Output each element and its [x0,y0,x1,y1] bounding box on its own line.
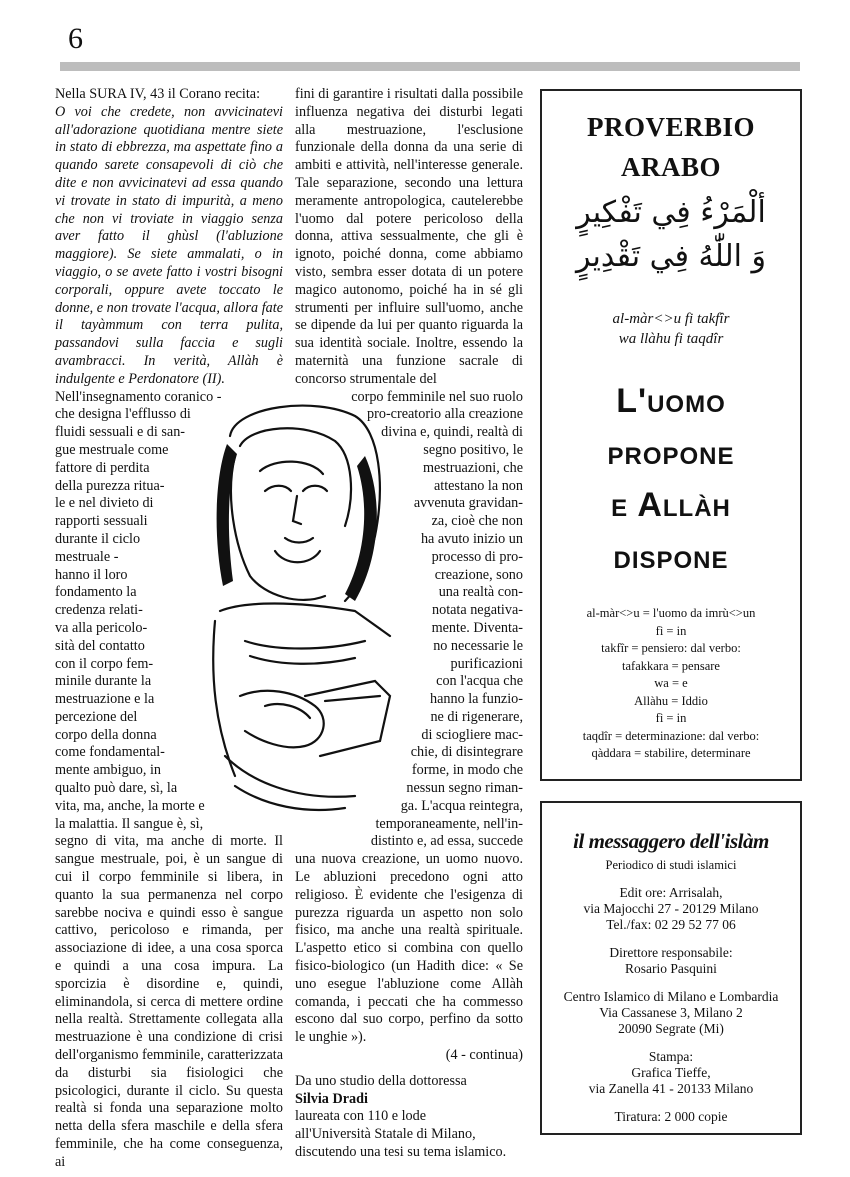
director-info [542,945,800,977]
middle-wrap-line-1: corpo femminile nel suo ruolo [351,388,523,405]
middle-wrap-line-6: attestano la non [433,477,523,494]
director-line-1: Direttore responsabile: [609,945,733,960]
middle-wrap-line-24: ga. L'acqua reintegra, [400,797,523,814]
left-wrap-line-22: mente ambiguo, in [55,762,161,779]
arabic-proverb [542,191,800,279]
translation-line-4: dispone [613,538,729,576]
left-wrap-line-25: la malattia. Il sangue è, sì, [55,815,204,832]
glossary [542,605,800,763]
credit-line-2: all'Università Statale di Milano, [295,1126,476,1143]
left-wrap-line-16: con il corpo fem- [55,655,154,672]
transliteration [542,309,800,349]
middle-wrap-line-21: chie, di disintegrare [410,744,523,761]
middle-wrap-line-15: no necessarie le [433,637,523,654]
director-line-2: Rosario Pasquini [625,961,717,976]
publisher-line-3: Tel./fax: 02 29 52 77 06 [606,917,736,932]
middle-wrap-line-20: di sciogliere mac- [421,726,523,743]
publisher-line-1: Edit ore: Arrisalah, [619,885,723,900]
left-wrap-line-3: fluidi sessuali e di san- [55,424,186,441]
printer-line-1: Stampa: [648,1049,694,1064]
print-run: Tiratura: 2 000 copie [614,1109,728,1124]
gloss-line-1: al-màr<>u = l'uomo da imrù<>un [586,606,756,620]
left-wrap-line-2: che designa l'efflusso di [55,406,191,423]
left-wrap-line-7: le e nel divieto di [55,495,154,512]
publisher-info [542,885,800,933]
author-name: Silvia Dradi [295,1090,368,1107]
middle-wrap-line-7: avvenuta gravidan- [413,495,523,512]
left-wrap-line-10: mestruale - [55,548,119,565]
middle-wrap-line-10: processo di pro- [431,548,523,565]
center-line-3: 20090 Segrate (Mi) [618,1021,724,1036]
translation-line-1: L'uomo [616,382,726,420]
proverb-box [540,89,802,781]
left-wrap-line-9: durante il ciclo [55,530,141,547]
masthead-box [540,801,802,1135]
arabic-line-2: وَ اللّٰهُ فِي تَقْدِيرٍ [575,239,767,274]
masthead-subtitle: Periodico di studi islamici [605,858,737,872]
left-wrap-line-18: mestruazione e la [55,691,155,708]
credit-line-1: laureata con 110 e lode [295,1108,427,1125]
gloss-line-4: tafakkara = pensare [622,658,720,673]
left-wrap-line-23: qualto può dare, sì, la [55,780,178,797]
printer-line-2: Grafica Tieffe, [631,1065,711,1080]
middle-wrap-line-19: ne di rigenerare, [430,708,523,725]
middle-wrap-line-8: za, cioè che non [431,513,523,530]
left-wrap-line-8: rapporti sessuali [55,513,148,530]
middle-wrap-line-11: creazione, sono [434,566,523,583]
credit-intro: Da uno studio della dottoressa [295,1072,467,1089]
middle-wrap-line-16: purificazioni [450,655,523,672]
publisher-line-2: via Majocchi 27 - 20129 Milano [583,901,759,916]
left-wrap-line-5: fattore di perdita [55,459,150,476]
proverb-title-line-2: ARABO [620,152,721,182]
middle-wrap-line-23: nessun segno riman- [406,780,523,797]
author-credit [295,1073,523,1162]
middle-wrap-line-14: mente. Diventa- [431,619,523,636]
middle-body-top: fini di garantire i risultati dalla possibile influenza negativa dei disturbi legati alla mestruazione, l'esclusione funzionale della donna da una serie di ambiti e attività, nell'interesse generale. Tale separazione, secondo una lettura meramente antropologica, cautelerebbe l'uomo dal potere pericoloso della donna, attiva sessualmente, che gli è ignoto, poiché donna, come abbiamo visto, sembra esser dotata di un potere magico autonomo, poiché ha in sé gli strumenti per influire sull'uomo, anche se dipende da lui per quanto riguarda la sua identità sociale. Inoltre, essendo la maternità una funzione sacrale di concorso strumentale del [295,86,523,387]
arabic-line-1: ألْمَرْءُ فِي تَفْكِيرٍ [576,195,766,230]
left-intro: Nella SURA IV, 43 il Corano recita: [55,86,261,102]
left-wrap-line-11: hanno il loro [55,566,128,583]
printer-info [542,1049,800,1097]
page-number: 6 [68,22,83,55]
center-info [542,989,800,1037]
left-wrap-line-19: percezione del [55,708,138,725]
middle-wrap-line-25: temporaneamente, nell'in- [375,815,523,832]
credit-line-3: discutendo una tesi su tema islamico. [295,1144,507,1161]
middle-wrap-line-9: ha avuto inizio un [420,530,523,547]
proverb-translation [542,375,800,583]
gloss-line-9: qàddara = stabilire, determinare [591,746,751,760]
left-wrap-line-24: vita, ma, anche, la morte e [55,797,205,814]
middle-wrap-line-4: segno positivo, le [423,441,523,458]
left-wrap-line-13: credenza relati- [55,602,143,619]
left-wrap-line-20: corpo della donna [55,726,157,743]
printer-line-3: via Zanella 41 - 20133 Milano [588,1081,754,1096]
middle-wrap-line-12: una realtà con- [438,584,523,601]
translit-line-2: wa llàhu fi taqdîr [618,331,724,347]
left-wrap-line-14: va alla pericolo- [55,619,148,636]
middle-wrap-line-18: hanno la funzio- [430,691,523,708]
middle-wrap-line-5: mestruazioni, che [422,459,523,476]
gloss-line-5: wa = e [654,676,688,690]
veiled-woman-illustration [205,396,395,816]
middle-body-rest: una nuova creazione, un uomo nuovo. Le abluzioni precedono ogni atto religioso. È evidente che l'esigenza di purezza riguarda un aspetto non solo fisico, ma anche una realtà spirituale. L'aspetto etico si combina con quello fisico-biologico (un Hadith dice: « Se uno esegue l'abluzione come Allàh comanda, i peccati che ha commesso escono dal suo corpo, perfino da sotto le unghie »). [295,851,523,1046]
translation-line-3: e Allàh [611,486,731,524]
center-line-1: Centro Islamico di Milano e Lombardia [563,989,779,1004]
middle-wrap-line-13: notata negativa- [432,602,523,619]
center-line-2: Via Cassanese 3, Milano 2 [599,1005,743,1020]
middle-wrap-line-2: pro-creatorio alla creazione [367,406,523,423]
gloss-line-6: Allàhu = Iddio [634,693,708,708]
left-body-rest: segno di vita, ma anche di morte. Il sangue mestruale, poi, è un sangue di cui il corpo femminile si libera, in quanto la sua permanenza nel corpo sarebbe nociva e quindi esso è sangue cattivo, pericoloso e rimanda, per associazione di idee, a una cosa sporca e quindi a una cosa impura. La sporcizia è disordine e, quindi, eliminandola, si cerca di mettere ordine nella realtà. Strettamente collegata alla mestruazione è una condizione di crisi dell'organismo femminile, caratterizzata da disturbi sia fisiologici che psicologici, durante il ciclo. Su questa realtà si fonda una separazione molto netta della sfera maschile e della sfera femminile, che ha come conseguenza, ai [55,833,284,1170]
left-wrap-line-15: sità del contatto [55,637,145,654]
gloss-line-2: fì = in [655,623,687,638]
continua-note: (4 - continua) [445,1047,523,1064]
left-wrap-line-6: della purezza ritua- [55,477,165,494]
gloss-line-7: fì = in [655,711,687,725]
left-wrap-line-12: fondamento la [55,584,137,601]
translit-line-1: al-màr<>u fi takfîr [612,311,730,327]
middle-wrap-line-17: con l'acqua che [436,673,523,690]
gloss-line-3: takfîr = pensiero: dal verbo: [601,641,741,655]
left-wrap-line-4: gue mestruale come [55,441,169,458]
proverb-title [542,107,800,187]
middle-wrap-line-3: divina e, quindi, realtà di [381,424,523,441]
header-rule [60,62,800,71]
masthead-title: il messaggero dell'islàm [573,829,769,853]
middle-wrap-line-26: distinto e, ad essa, succede [370,833,523,850]
middle-wrap-line-22: forme, in modo che [411,762,523,779]
quran-quote: O voi che credete, non avvicinatevi all'adorazione quotidiana mentre siete in stato di ebbrezza, ma aspettate fino a quando sarete consapevoli di ciò che dite e non avvicinatevi ad essa quando vi trovate in stato di impurità, a meno che non vi troviate in viaggio senza aver fatto il ghùsl (l'abluzione maggiore). Se siete ammalati, o in viaggio, o se avete fatto i vostri bisogni corporali, oppure avete toccato le donne, e non trovate l'acqua, allora fate il tayàmmum con terra pulita, passandovi sulla faccia e sugli avambracci. In verità, Allàh è indulgente e Perdonatore (II). [55,103,283,387]
left-wrap-line-1: Nell'insegnamento coranico - [55,388,222,405]
translation-line-2: propone [607,434,735,472]
left-wrap-line-21: come fondamental- [55,744,165,761]
gloss-line-8: taqdîr = determinazione: dal verbo: [582,728,760,743]
left-wrap-line-17: minile durante la [55,673,152,690]
proverb-title-line-1: PROVERBIO [586,112,756,142]
